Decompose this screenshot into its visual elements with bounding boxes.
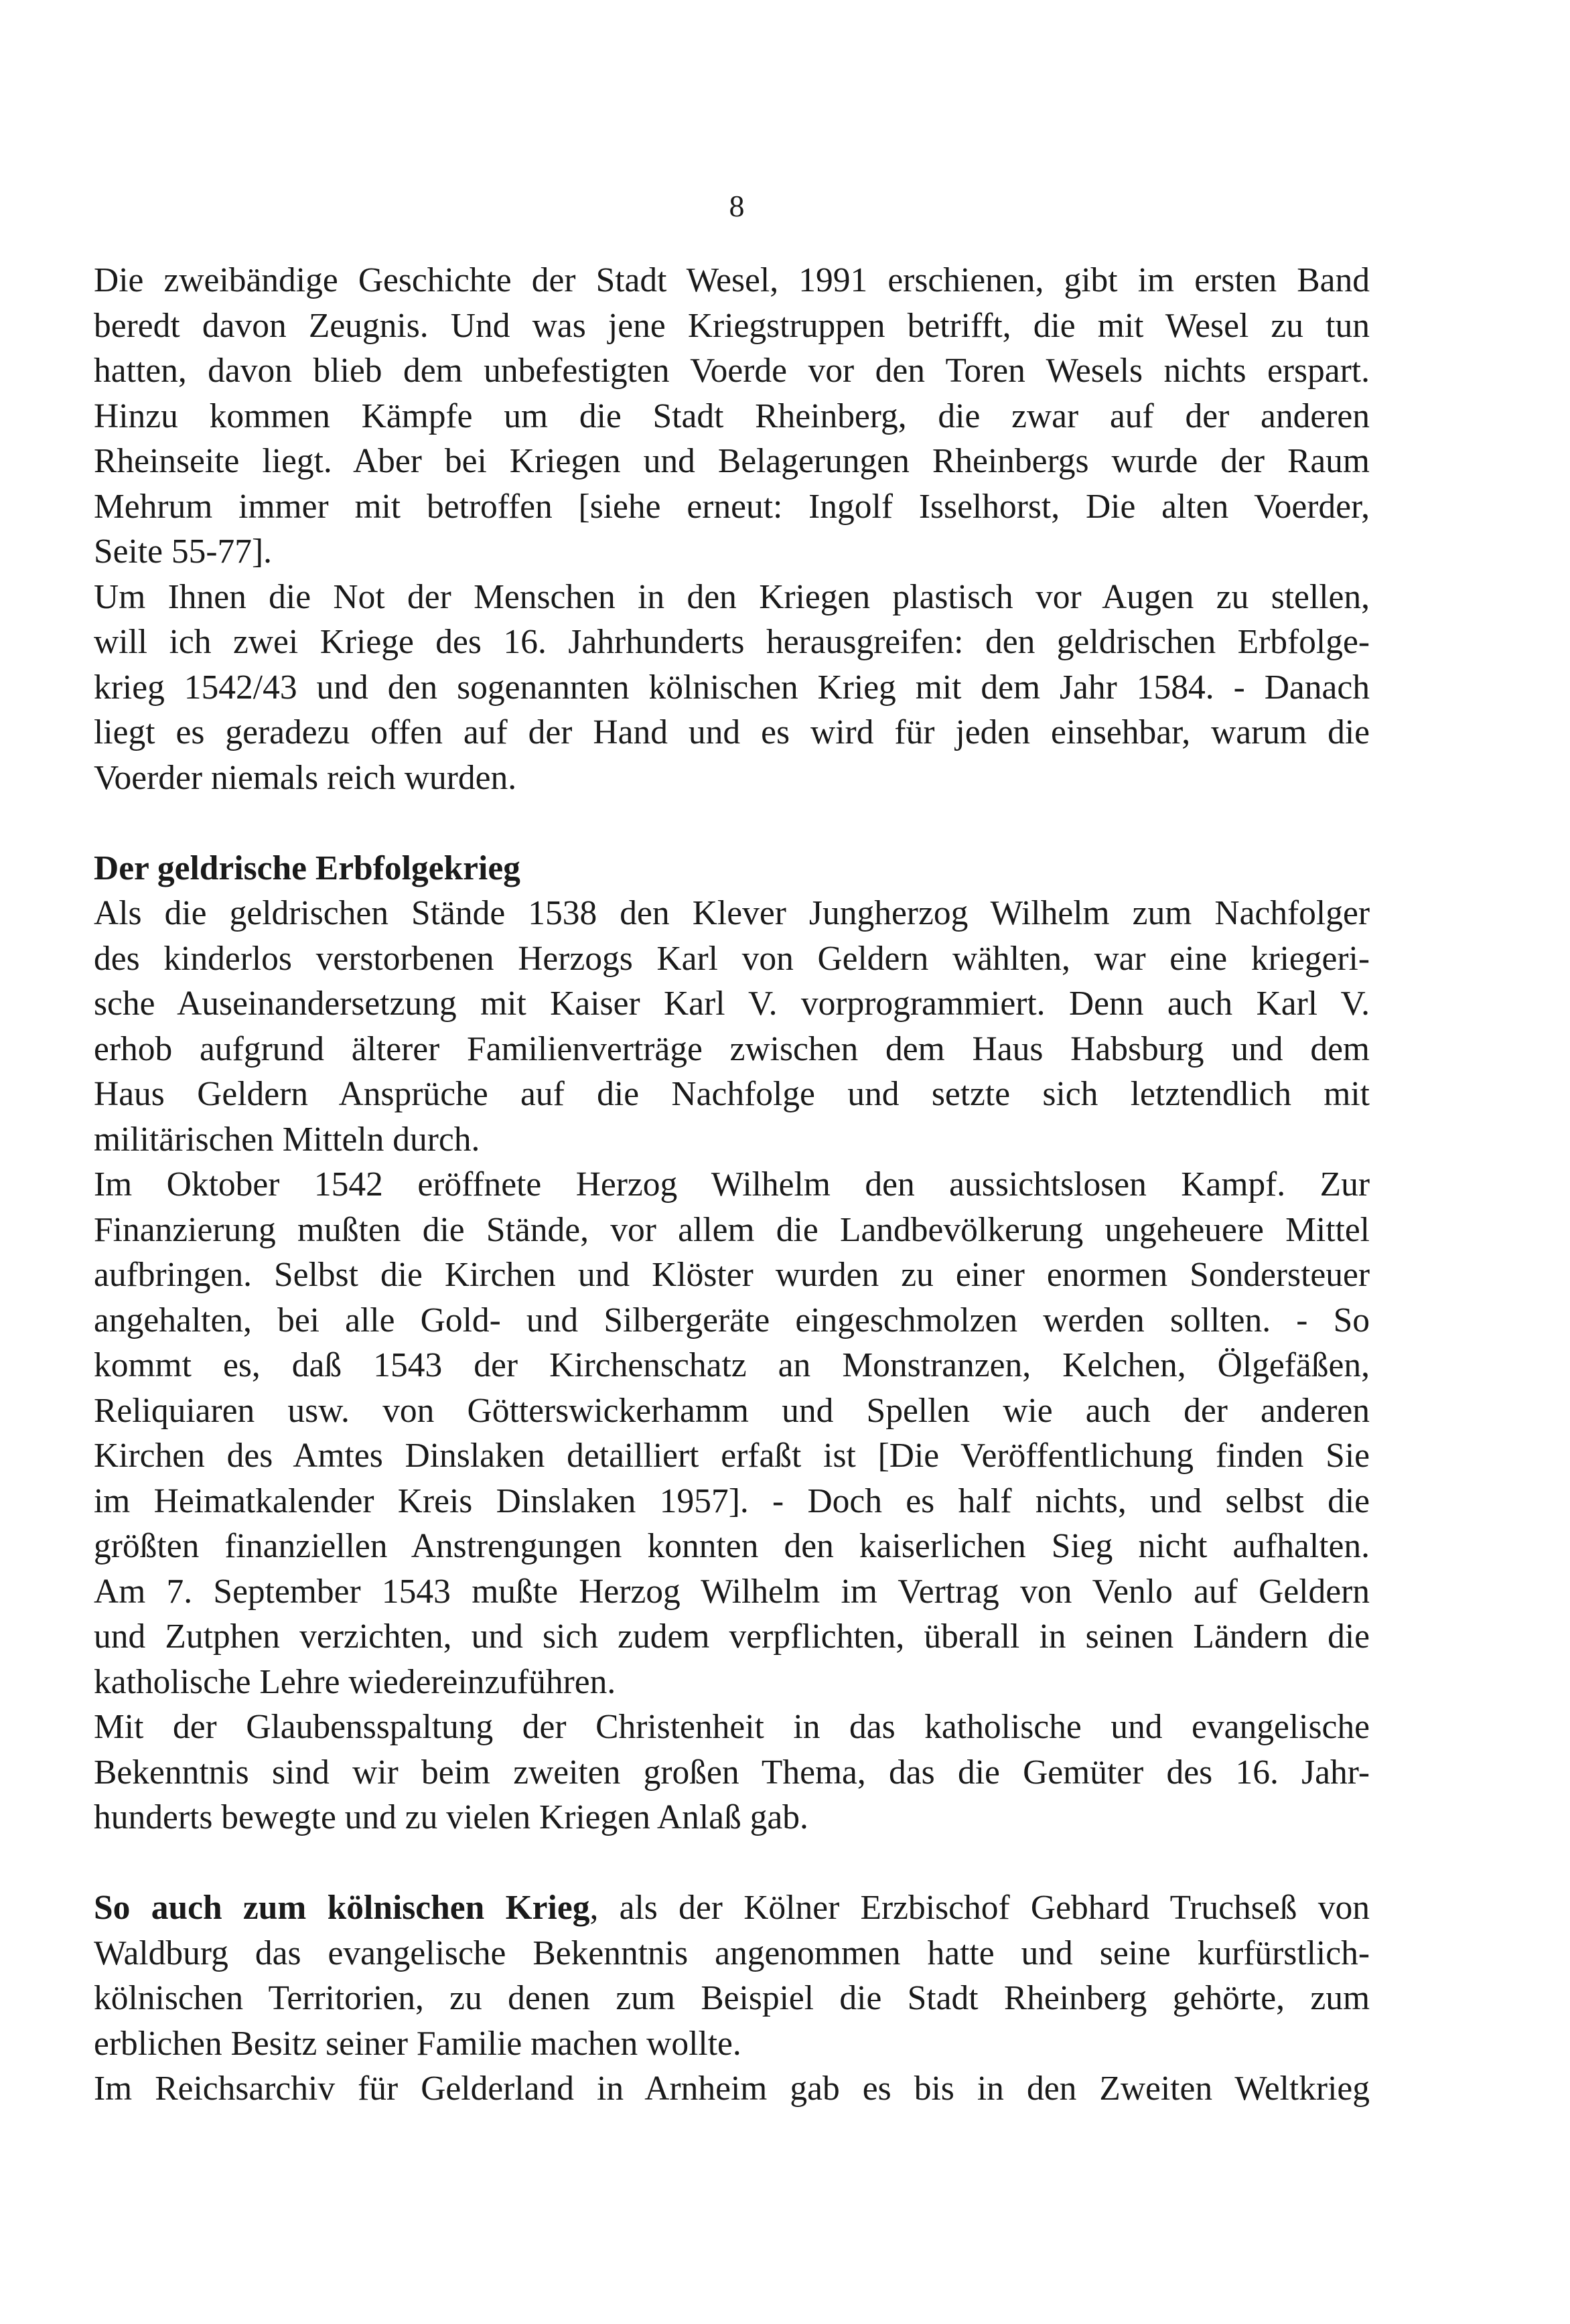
paragraph-1 bbox=[94, 258, 1370, 575]
bold-lead: So auch zum kölnischen Krieg bbox=[94, 1889, 590, 1927]
text-line: Rheinseite liegt. Aber bei Kriegen und Belagerungen Rheinbergs wurde der Raum bbox=[94, 442, 1370, 480]
text-line: kölnischen Territorien, zu denen zum Beispiel die Stadt Rheinberg gehörte, zum bbox=[94, 1979, 1370, 2017]
lead-rest: , als der Kölner Erzbischof Gebhard Truchseß von bbox=[589, 1889, 1370, 1927]
section-heading: Der geldrische Erbfolgekrieg bbox=[94, 849, 520, 887]
text-line: beredt davon Zeugnis. Und was jene Kriegstruppen betrifft, die mit Wesel zu tun bbox=[94, 306, 1370, 345]
text-line: liegt es geradezu offen auf der Hand und es wird für jeden einsehbar, warum die bbox=[94, 713, 1370, 751]
text-line: Um Ihnen die Not der Menschen in den Kriegen plastisch vor Augen zu stellen, bbox=[94, 577, 1370, 616]
text-line: größten finanziellen Anstrengungen konnten den kaiserlichen Sieg nicht aufhalten. bbox=[94, 1527, 1370, 1565]
text-line: sche Auseinandersetzung mit Kaiser Karl V. vorprogrammiert. Denn auch Karl V. bbox=[94, 985, 1370, 1023]
section-erbfolgekrieg bbox=[94, 846, 1370, 1840]
text-line: Bekenntnis sind wir beim zweiten großen Thema, das die Gemüter des 16. Jahr- bbox=[94, 1753, 1370, 1792]
text-line: des kinderlos verstorbenen Herzogs Karl von Geldern wählten, war eine kriegeri- bbox=[94, 939, 1370, 978]
page-number: 8 bbox=[729, 189, 745, 223]
text-line: kommt es, daß 1543 der Kirchenschatz an Monstranzen, Kelchen, Ölgefäßen, bbox=[94, 1346, 1370, 1384]
text-line: krieg 1542/43 und den sogenannten kölnischen Krieg mit dem Jahr 1584. - Danach bbox=[94, 668, 1370, 707]
text-line: will ich zwei Kriege des 16. Jahrhunderts herausgreifen: den geldrischen Erbfolge- bbox=[94, 623, 1370, 661]
text-line bbox=[94, 1885, 1370, 1931]
text-line: Die zweibändige Geschichte der Stadt Wesel, 1991 erschienen, gibt im ersten Band bbox=[94, 261, 1370, 299]
section-koelnischer-krieg bbox=[94, 1885, 1370, 2112]
page-body bbox=[94, 258, 1370, 2112]
text-line: erblichen Besitz seiner Familie machen wollte. bbox=[94, 2024, 741, 2063]
text-line: im Heimatkalender Kreis Dinslaken 1957]. - Doch es half nichts, und selbst die bbox=[94, 1481, 1370, 1520]
text-line: aufbringen. Selbst die Kirchen und Klöster wurden zu einer enormen Sondersteuer bbox=[94, 1256, 1370, 1294]
text-line: Im Oktober 1542 eröffnete Herzog Wilhelm den aussichtslosen Kampf. Zur bbox=[94, 1165, 1370, 1204]
text-line: hatten, davon blieb dem unbefestigten Voerde vor den Toren Wesels nichts erspart. bbox=[94, 352, 1370, 390]
text-line: Reliquiaren usw. von Götterswickerhamm und Spellen wie auch der anderen bbox=[94, 1391, 1370, 1430]
text-line: Mit der Glaubensspaltung der Christenheit in das katholische und evangelische bbox=[94, 1708, 1370, 1746]
text-line: Waldburg das evangelische Bekenntnis angenommen hatte und seine kurfürstlich- bbox=[94, 1934, 1370, 1972]
text-line: Voerder niemals reich wurden. bbox=[94, 758, 517, 797]
text-line: und Zutphen verzichten, und sich zudem verpflichten, überall in seinen Ländern die bbox=[94, 1617, 1370, 1656]
text-line: Im Reichsarchiv für Gelderland in Arnheim gab es bis in den Zweiten Weltkrieg bbox=[94, 2069, 1370, 2108]
text-line: Seite 55-77]. bbox=[94, 532, 273, 571]
text-line: hunderts bewegte und zu vielen Kriegen Anlaß gab. bbox=[94, 1798, 808, 1836]
text-line: Als die geldrischen Stände 1538 den Klever Jungherzog Wilhelm zum Nachfolger bbox=[94, 894, 1370, 932]
text-line: Mehrum immer mit betroffen [siehe erneut: Ingolf Isselhorst, Die alten Voerder, bbox=[94, 487, 1370, 526]
text-line: angehalten, bei alle Gold- und Silbergeräte eingeschmolzen werden sollten. - So bbox=[94, 1301, 1370, 1339]
text-line: militärischen Mitteln durch. bbox=[94, 1120, 480, 1159]
text-line: Haus Geldern Ansprüche auf die Nachfolge und setzte sich letztendlich mit bbox=[94, 1075, 1370, 1113]
text-line: katholische Lehre wiedereinzuführen. bbox=[94, 1662, 616, 1701]
paragraph-2 bbox=[94, 575, 1370, 801]
text-line: Am 7. September 1543 mußte Herzog Wilhelm im Vertrag von Venlo auf Geldern bbox=[94, 1572, 1370, 1611]
text-line: erhob aufgrund älterer Familienverträge zwischen dem Haus Habsburg und dem bbox=[94, 1029, 1370, 1068]
text-line: Finanzierung mußten die Stände, vor allem die Landbevölkerung ungeheuere Mittel bbox=[94, 1210, 1370, 1249]
text-line: Kirchen des Amtes Dinslaken detailliert erfaßt ist [Die Veröffentlichung finden Sie bbox=[94, 1437, 1370, 1475]
text-line: Hinzu kommen Kämpfe um die Stadt Rheinberg, die zwar auf der anderen bbox=[94, 396, 1370, 435]
